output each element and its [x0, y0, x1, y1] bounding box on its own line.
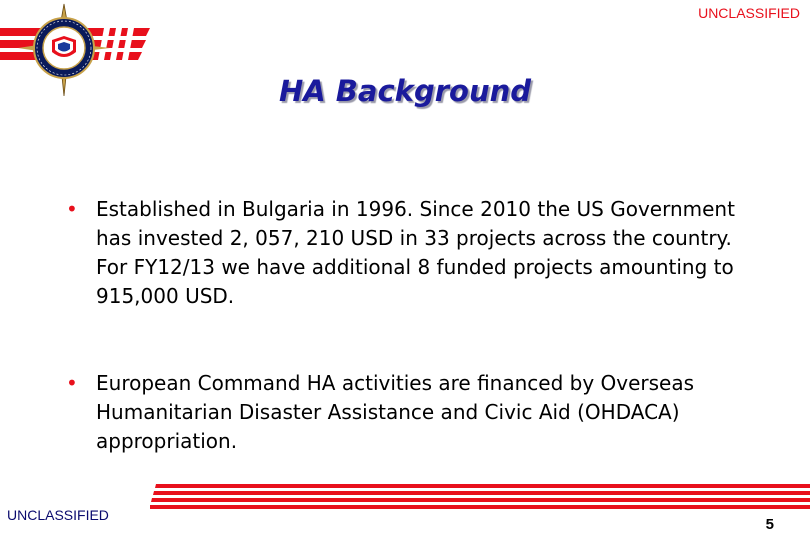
bullet-item — [66, 195, 766, 311]
bullet-list — [66, 195, 766, 456]
classification-bottom: UNCLASSIFIED — [7, 507, 109, 523]
classification-top: UNCLASSIFIED — [698, 5, 800, 21]
bullet-text: Established in Bulgaria in 1996. Since 2010 the US Government has invested 2, 057, 210 USD in 33 projects across the country. For FY12/13 we have additional 8 funded projects amounting to 915,000 USD. — [96, 197, 735, 308]
bullet-item — [66, 369, 766, 456]
page-number: 5 — [765, 516, 774, 533]
slide-title: HA Background — [279, 74, 531, 108]
bullet-dot-icon: • — [66, 371, 78, 395]
footer-stripes — [150, 484, 810, 510]
bullet-text: European Command HA activities are financed by Overseas Humanitarian Disaster Assistance and Civic Aid (OHDACA) appropriation. — [96, 371, 695, 453]
bullet-dot-icon: • — [66, 197, 78, 221]
